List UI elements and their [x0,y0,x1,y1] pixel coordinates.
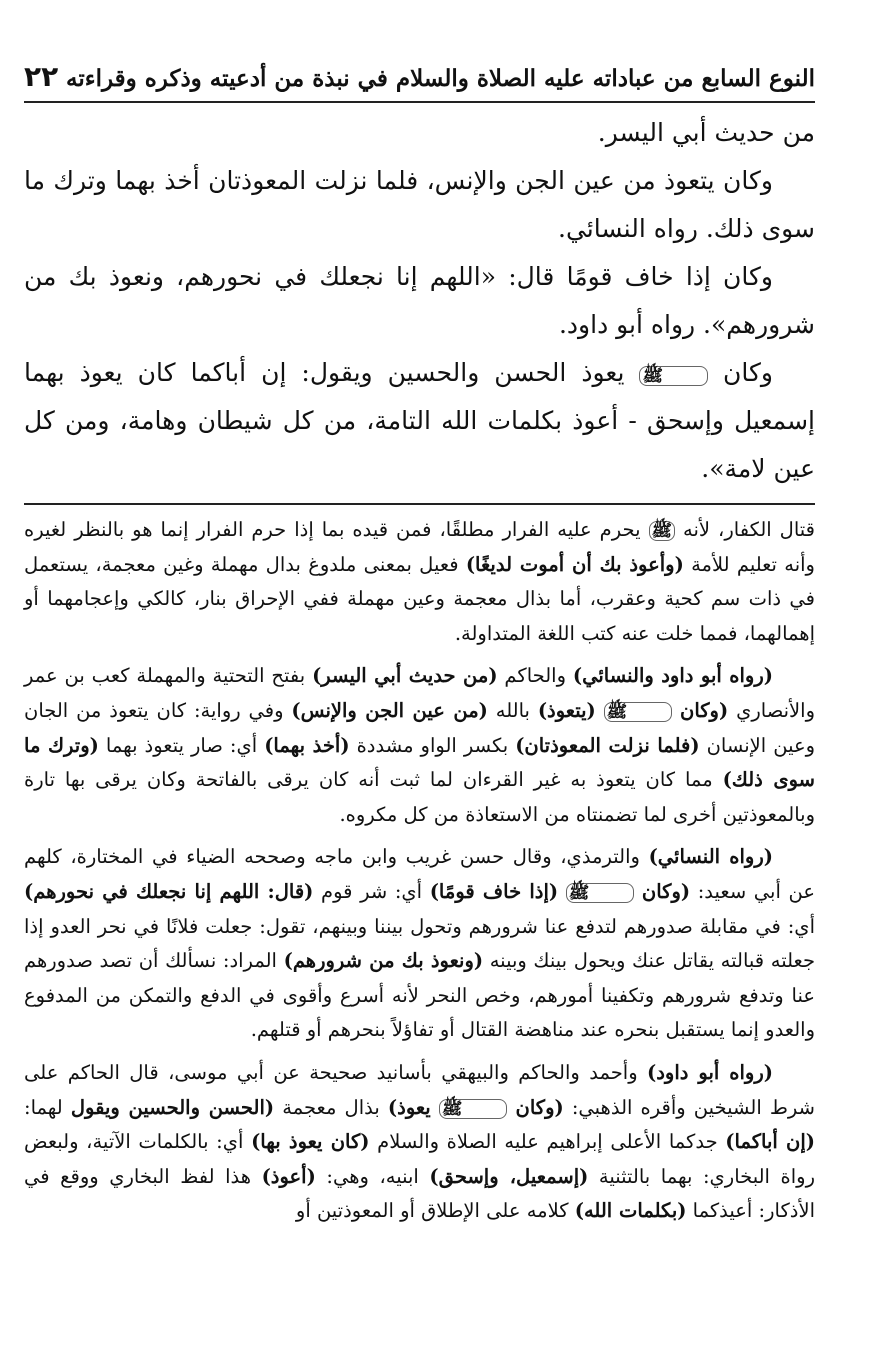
text-segment: بكسر الواو مشددة [349,733,516,757]
text-segment: لهما: [24,1095,71,1119]
salutation-glyph: ﷺ [649,521,676,541]
main-paragraph: وكان يتعوذ من عين الجن والإنس، فلما نزلت المعوذتان أخذ بهما وترك ما سوى ذلك. رواه النسائي. [24,166,815,243]
text-segment: بذال معجمة [274,1095,388,1119]
text-segment: كلامه على الإطلاق أو المعوذتين أو [295,1199,575,1223]
quoted-phrase: (يتعوذ) [537,698,596,722]
quoted-phrase: (قال: اللهم إنا نجعلك في نحورهم) [24,879,314,903]
text-segment: المراد: نسألك أن تصد صدورهم عنا وتدفع شرورهم وتكفينا أمورهم، وخص النحر لأنه أسرع وأقوى في الدفع والتمكن من المدفوع والعدو إنما يستقبل بنحره عند مناهضة القتال أو تفاؤلاً بنحرهم أو قتلهم. [24,949,815,1042]
text-segment: مما كان يتعوذ به غير القرءان لما ثبت أنه كان يرقى بالفاتحة وكان يرقى بها تارة وبالمعوذتين أخرى لما تضمنتاه من الاستعاذة من كل مكروه. [24,768,815,826]
text-segment: أي: في مقابلة صدورهم لتدفع عنا شرورهم وتحول بيننا وبينهم، تقول: جعلت فلانًا في نحر العدو إذا جعلته قبالته يقاتل عنك ويحول بينك وبينه [24,914,815,973]
quoted-phrase: (أخذ بهما) [264,733,350,757]
text-segment: وكان [708,358,773,387]
footnote-divider [24,503,815,505]
commentary-paragraph [24,513,815,651]
main-paragraph: وكان إذا خاف قومًا قال: «اللهم إنا نجعلك في نحورهم، ونعوذ بك من شرورهم». رواه أبو داود. [24,262,815,339]
quoted-phrase: (الحسن والحسين ويقول [70,1095,275,1119]
text-segment: أي: شر قوم [313,879,430,903]
text-segment: يحرم عليه الفرار مطلقًا، فمن قيده بما إذا حرم الفرار إنما هو بالنظر لغيره وأنه تعليم للأمة [24,518,815,576]
quoted-phrase: (وأعوذ بك أن أموت لديغًا) [465,552,684,576]
salutation-glyph: ﷺ [439,1099,508,1119]
text-segment: ابنيه، وهي: [315,1164,430,1188]
salutation-glyph: ﷺ [604,702,673,722]
text-segment: يعوذ الحسن والحسين ويقول: إن أباكما كان يعوذ بهما إسمعيل وإسحق - أعوذ بكلمات الله التامة، من كل شيطان وهامة، ومن كل عين لامة». [24,358,815,483]
quoted-phrase: (رواه أبو داود) [647,1060,773,1084]
text-segment: بفتح التحتية والمهملة كعب بن عمر والأنصاري [24,664,815,722]
page-header [24,40,815,103]
main-paragraph [24,349,815,493]
quoted-phrase: (رواه النسائي) [648,845,773,869]
main-text [24,103,815,493]
quoted-phrase: (كان يعوذ بها) [251,1130,370,1154]
page-number: ٢٢ [24,60,59,93]
quoted-phrase: يعوذ) [387,1095,431,1119]
text-segment: أي: صار يتعوذ بهما [98,733,265,757]
quoted-phrase: (إسمعيل، وإسحق) [429,1164,589,1188]
quoted-phrase: (أعوذ) [261,1164,316,1188]
quoted-phrase: (ونعوذ بك من شرورهم) [283,949,484,973]
quoted-phrase: (وكان [680,698,729,722]
quoted-phrase: (إذا خاف قومًا) [429,879,559,903]
text-segment: جدكما الأعلى إبراهيم عليه الصلاة والسلام [369,1130,726,1154]
quoted-phrase: (من عين الجن والإنس) [291,698,488,722]
text-segment: والحاكم [497,664,573,688]
text-segment: أي: بالكلمات الآتية، ولبعض رواة البخاري: بهما بالتثنية [24,1130,815,1188]
text-segment: هذا لفظ البخاري ووقع في الأذكار: أعيذكما [24,1164,815,1223]
quoted-phrase: (وكان [641,879,691,903]
quoted-phrase: (إن أباكما) [725,1130,815,1154]
text-segment: وأحمد والحاكم والبيهقي بأسانيد صحيحة عن أبي موسى، قال الحاكم على شرط الشيخين وأقره الذهبي: [24,1060,816,1119]
text-segment: وفي رواية: كان يتعوذ من الجان وعين الإنسان [24,698,816,757]
quoted-phrase: (وكان [515,1095,564,1119]
quoted-phrase: (من حديث أبي اليسر) [312,664,498,688]
commentary-paragraph [24,840,815,1048]
quoted-phrase: (بكلمات الله) [574,1199,687,1223]
quoted-phrase: (رواه أبو داود والنسائي) [572,664,773,688]
text-segment: فعيل بمعنى ملدوغ بدال مهملة وغين معجمة، يستعمل في ذات سم كحية وعقرب، أما بذال معجمة وعين مهملة ففي الإحراق بنار، كالكي وإعجامهما أو إهمالهما، فمما خلت عنه كتب اللغة المتداولة. [24,552,815,645]
main-paragraph: من حديث أبي اليسر. [597,118,815,147]
text-segment: قتال الكفار، لأنه [675,518,815,541]
commentary-paragraph [24,659,815,832]
quoted-phrase: (وترك ما سوى ذلك) [24,733,816,792]
text-segment: والترمذي، وقال حسن غريب وابن ماجه وصححه الضياء في المختارة، كلهم عن أبي سعيد: [24,845,815,903]
commentary [24,513,815,1229]
quoted-phrase: (فلما نزلت المعوذتان) [515,733,700,757]
text-segment: بالله [487,698,538,722]
running-title: النوع السابع من عباداته عليه الصلاة والسلام في نبذة من أدعيته وذكره وقراءته [66,65,815,92]
salutation-glyph: ﷺ [566,883,635,903]
commentary-paragraph [24,1056,815,1229]
salutation-glyph: ﷺ [639,366,708,386]
